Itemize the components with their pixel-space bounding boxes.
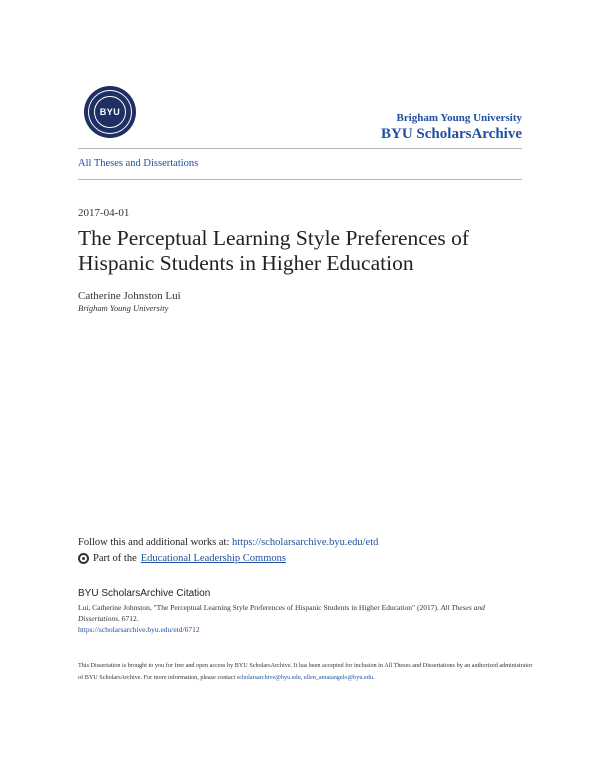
notice-text: This Dissertation is brought to you for free and open access by BYU ScholarsArchive. It has been accepted for inclusion in All Theses and Dissertations by an authorized administrator of BYU ScholarsArchive. For more information, please contact	[78, 662, 533, 681]
author-name: Catherine Johnston Lui	[78, 290, 181, 302]
byu-seal-logo	[84, 86, 136, 138]
seal-ring	[88, 90, 132, 134]
citation-url-link[interactable]: https://scholarsarchive.byu.edu/etd/6712	[78, 625, 200, 634]
archive-name: BYU ScholarsArchive	[381, 126, 522, 142]
document-title: The Perceptual Learning Style Preferences of Hispanic Students in Higher Education	[78, 226, 470, 275]
seal-inner	[94, 96, 126, 128]
publication-date: 2017-04-01	[78, 207, 130, 219]
university-name: Brigham Young University	[396, 112, 522, 124]
citation-series: All Theses and Dissertations	[78, 603, 485, 623]
part-of-line	[78, 553, 286, 564]
educational-leadership-commons-link[interactable]: Educational Leadership Commons	[140, 553, 286, 564]
archive-branding	[381, 111, 522, 143]
commons-network-icon	[78, 553, 89, 564]
citation-block	[78, 602, 528, 635]
header-divider	[78, 148, 522, 149]
citation-heading: BYU ScholarsArchive Citation	[78, 588, 211, 599]
seal-label: BYU	[99, 107, 121, 117]
author-affiliation: Brigham Young University	[78, 303, 169, 313]
follow-prefix: Follow this and additional works at:	[78, 537, 230, 548]
citation-number: . 6712.	[118, 614, 139, 623]
collection-link[interactable]: All Theses and Dissertations	[78, 158, 199, 169]
follow-line	[78, 537, 378, 548]
part-of-prefix: Part of the	[93, 553, 137, 564]
notice-end: .	[372, 674, 375, 681]
collection-divider	[78, 179, 522, 180]
follow-url-link[interactable]: https://scholarsarchive.byu.edu/etd	[232, 537, 379, 548]
contact-email-link[interactable]: scholarsarchive@byu.edu, ellen_amatangelo@byu.edu	[236, 674, 373, 681]
citation-text: Lui, Catherine Johnston, "The Perceptual Learning Style Preferences of Hispanic Students in Higher Education" (2017).	[78, 603, 439, 612]
access-notice	[78, 660, 538, 684]
